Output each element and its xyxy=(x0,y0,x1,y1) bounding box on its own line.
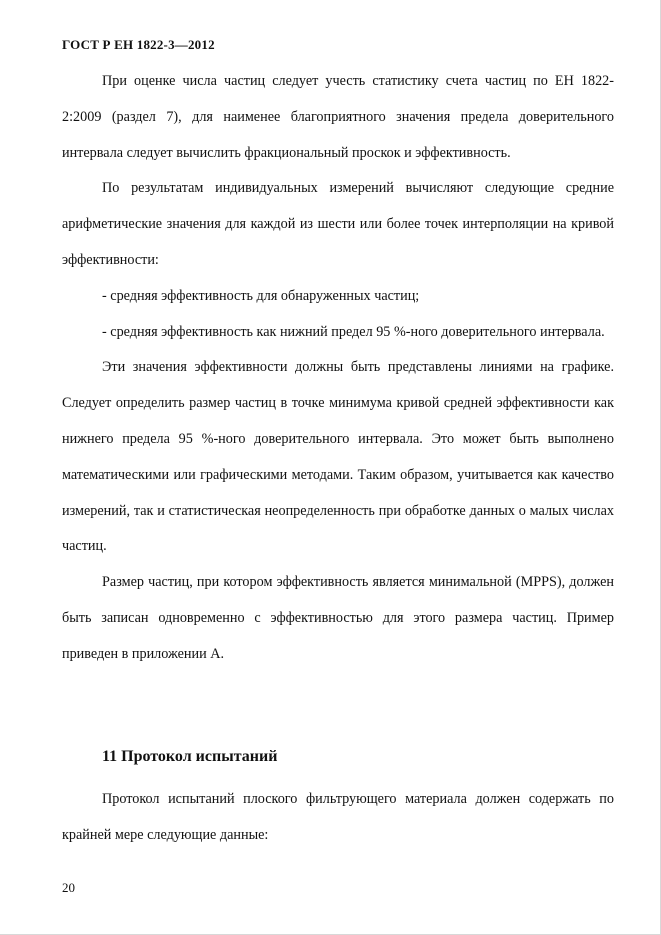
paragraph-particle-statistics: При оценке числа частиц следует учесть статистику счета частиц по ЕН 1822-2:2009 (раздел 7), для наименее благоприятного значения предела доверительного интервала следует вычислить фракциональный проскок и эффективность. xyxy=(62,73,614,161)
list-item-lower-limit: - средняя эффективность как нижний предел 95 %-ного доверительного интервала. xyxy=(102,323,605,340)
section-heading: 11 Протокол испытаний xyxy=(102,748,278,765)
list-item-mean-efficiency: - средняя эффективность для обнаруженных частиц; xyxy=(102,287,420,304)
paragraph-mean-values: По результатам индивидуальных измерений вычисляют следующие средние арифметические значения для каждой из шести или более точек интерполяции на кривой эффективности: xyxy=(62,180,614,268)
document-header: ГОСТ Р ЕН 1822-3—2012 xyxy=(62,37,215,52)
body-text xyxy=(62,64,614,673)
paragraph-graph-lines: Эти значения эффективности должны быть представлены линиями на графике. Следует определить размер частиц в точке минимума кривой средней эффективности как нижнего предела 95 %-ного доверительного интервала. Это может быть выполнено математическими или графическими методами. Таким образом, учитывается как качество измерений, так и статистическая неопределенность при обработке данных о малых числах частиц. xyxy=(62,359,614,555)
page-number: 20 xyxy=(62,880,75,895)
paragraph-test-report: Протокол испытаний плоского фильтрующего материала должен содержать по крайней мере следующие данные: xyxy=(62,791,614,843)
paragraph-mpps: Размер частиц, при котором эффективность является минимальной (MPPS), должен быть записан одновременно с эффективностью для этого размера частиц. Пример приведен в приложении А. xyxy=(62,574,614,662)
section-body-text xyxy=(62,782,614,854)
